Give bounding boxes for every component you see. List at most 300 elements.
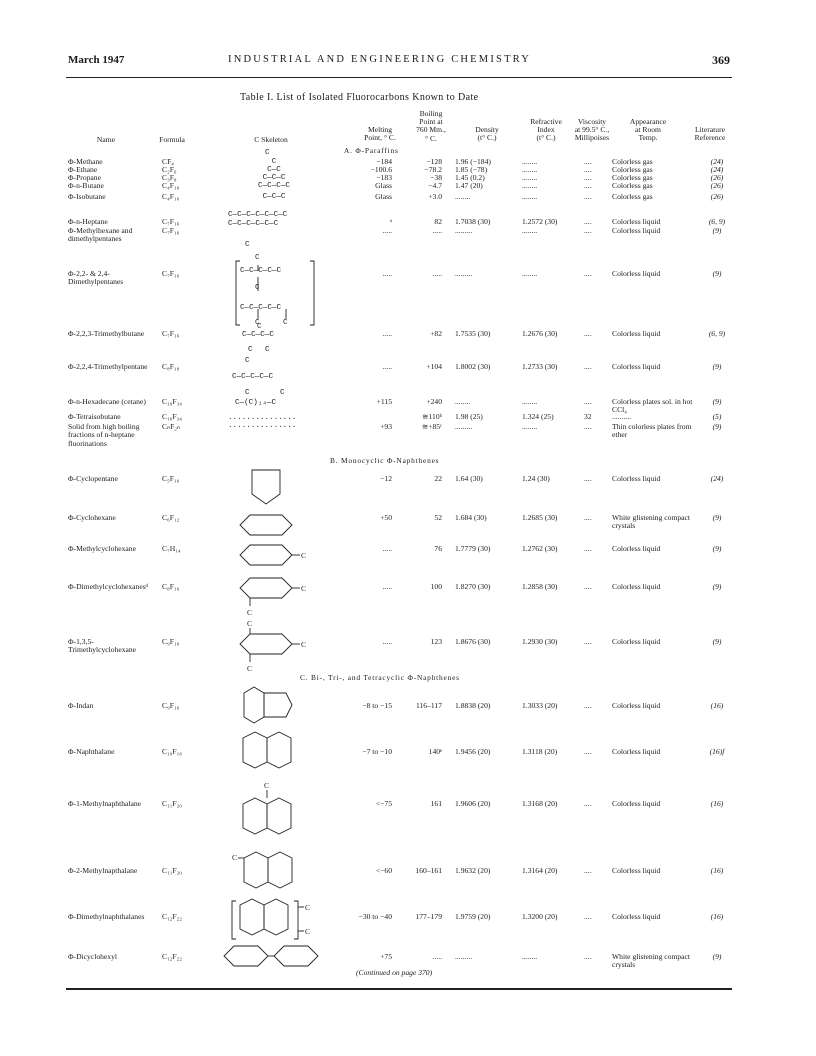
literature-reference: (6, 9) [708, 329, 726, 338]
density: 1.98 (25) [455, 412, 483, 421]
boiling-point: 123 [430, 637, 442, 646]
refractive-index: ........ [522, 173, 538, 182]
boiling-point: 52 [434, 513, 442, 522]
skeleton-tmb-branch1: C [248, 346, 253, 354]
literature-reference: (9) [712, 582, 722, 591]
literature-reference: (16) [710, 866, 724, 875]
appearance: Colorless gas [612, 165, 653, 174]
boiling-point: −128 [426, 157, 442, 166]
viscosity: .... [584, 226, 592, 235]
refractive-index: ........ [522, 952, 538, 961]
col-literature [686, 126, 734, 142]
compound-name: Φ-Isobutane [68, 192, 106, 201]
appearance: Colorless liquid [612, 217, 661, 226]
skeleton-dmp-a-branch: C [255, 284, 260, 292]
compound-formula: CₙF₂ₙ [162, 422, 180, 431]
melting-point: +115 [376, 397, 392, 406]
compound-name: Φ-Methylcyclohexane [68, 544, 136, 553]
skeleton-tmb-branch2: C [265, 346, 270, 354]
appearance: Colorless liquid [612, 226, 661, 235]
compound-formula: C₁₁F₂₀ [162, 866, 182, 875]
compound-formula: C₃F₈ [162, 173, 177, 182]
boiling-point: ≅+85ᶜ [421, 422, 442, 431]
appearance: Colorless gas [612, 173, 653, 182]
viscosity: .... [584, 474, 592, 483]
refractive-index: 1.2858 (30) [522, 582, 558, 591]
col-density-line2: (t° C.) [477, 133, 497, 143]
viscosity: .... [584, 582, 592, 591]
appearance: Colorless liquid [612, 912, 661, 921]
refractive-index: 1.3118 (20) [522, 747, 558, 756]
compound-name: Φ-Methylhexane and dimethylpentanes [68, 226, 133, 244]
compound-formula: C₉F₁₆ [162, 701, 180, 710]
compound-formula: C₇F₁₆ [162, 217, 180, 226]
boiling-point: +3.0 [428, 192, 442, 201]
boiling-point: +82 [430, 329, 442, 338]
compound-formula: C₅F₁₀ [162, 474, 180, 483]
compound-formula: C₉F₁₈ [162, 637, 180, 646]
compound-formula: CF₄ [162, 157, 174, 166]
compound-name: Φ-n-Butane [68, 181, 104, 190]
skeleton-dmp-b-branch1: C [255, 319, 260, 327]
refractive-index: 1.2733 (30) [522, 362, 558, 371]
boiling-point: ..... [432, 226, 442, 235]
literature-reference: (9) [712, 226, 722, 235]
compound-name: Φ-2,2,3-Trimethylbutane [68, 329, 145, 338]
refractive-index: ........ [522, 181, 538, 190]
boiling-point: 160–161 [415, 866, 442, 875]
viscosity: .... [584, 866, 592, 875]
skeleton-indan [242, 685, 302, 735]
compound-name: Φ-Cyclopentane [68, 474, 118, 483]
refractive-index: ........ [522, 422, 538, 431]
skeleton-dmp-b: C—C—C—C—C [240, 304, 282, 312]
col-lit-line2: Reference [694, 133, 726, 143]
footer-rule [66, 988, 732, 990]
density: 1.45 (0.2) [455, 173, 485, 182]
compound-name: Φ-n-Hexadecane (cetane) [68, 397, 146, 406]
melting-point: ..... [382, 582, 392, 591]
skeleton-methylcyclohexane [240, 543, 320, 573]
boiling-point: 161 [430, 799, 442, 808]
melting-point: <−60 [375, 866, 392, 875]
viscosity: .... [584, 747, 592, 756]
compound-name: Φ-Methane [68, 157, 103, 166]
refractive-index: 1.2676 (30) [522, 329, 558, 338]
col-ri-line1: Refractive [530, 117, 562, 126]
melting-point: ..... [382, 637, 392, 646]
compound-formula: C₁₁F₂₀ [162, 799, 182, 808]
density: 1.7535 (30) [455, 329, 491, 338]
skeleton-solid: ............... [228, 422, 297, 430]
appearance: Colorless liquid [612, 362, 661, 371]
literature-reference: (9) [712, 513, 722, 522]
viscosity: .... [584, 637, 592, 646]
compound-name: Φ-2,2- & 2,4-Dimethylpentanes [68, 269, 124, 287]
viscosity: .... [584, 329, 592, 338]
svg-text:C: C [232, 853, 238, 862]
compound-formula: C₂F₆ [162, 165, 177, 174]
melting-point: ..... [382, 362, 392, 371]
melting-point: <−75 [375, 799, 392, 808]
col-app-line2: at Room [635, 125, 661, 135]
svg-text:C: C [305, 927, 311, 936]
skeleton-tmp-branch1: C [245, 389, 250, 397]
col-ri-line3: (t° C.) [536, 133, 556, 143]
literature-reference: (9) [712, 397, 722, 406]
col-formula: Formula [159, 135, 185, 144]
appearance: Colorless liquid [612, 866, 661, 875]
appearance: Colorless liquid [612, 747, 661, 756]
appearance: Colorless liquid [612, 582, 661, 591]
compound-formula: C₁₆F₃₄ [162, 397, 182, 406]
appearance: Colorless gas [612, 157, 653, 166]
skeleton-dmp-top-branch: C [255, 254, 260, 262]
compound-formula: C₇H₁₄ [162, 544, 181, 553]
density: ........ [455, 192, 471, 201]
refractive-index: 1.3033 (20) [522, 701, 558, 710]
refractive-index: 1.3200 (20) [522, 912, 558, 921]
skeleton-methane-branch: C [265, 149, 270, 157]
skeleton-dicyclohexyl [224, 944, 324, 972]
skeleton-tmp-branch2: C [280, 389, 285, 397]
melting-point: ..... [382, 269, 392, 278]
skeleton-cetane: C—(C)₁₄—C [235, 399, 277, 407]
melting-point: +93 [380, 422, 392, 431]
literature-reference: (16)f [709, 747, 725, 756]
appearance: White glistening compact crystals [612, 952, 691, 970]
skeleton-dimethylcyclohexane [240, 576, 320, 618]
melting-point: −7 to −10 [362, 747, 392, 756]
literature-reference: (16) [710, 799, 724, 808]
col-bp [404, 110, 458, 143]
density: ......... [455, 422, 473, 431]
col-visc-line3: Millipoises [574, 133, 610, 143]
refractive-index: ........ [522, 226, 538, 235]
density: ......... [455, 952, 473, 961]
skeleton-naphthalane [243, 730, 303, 780]
compound-formula: C₁₂F₂₂ [162, 952, 182, 961]
melting-point: −8 to −15 [362, 701, 392, 710]
boiling-point: +240 [426, 397, 442, 406]
col-density-line1: Density [475, 125, 499, 134]
viscosity: .... [584, 181, 592, 190]
melting-point: ..... [382, 544, 392, 553]
refractive-index: 1.3164 (20) [522, 866, 558, 875]
skeleton-methylhexane-branch: C [245, 241, 250, 249]
col-mp-line1: Melting [367, 125, 393, 134]
compound-name: Φ-Dimethylnaphthalanes [68, 912, 145, 921]
viscosity: .... [584, 912, 592, 921]
boiling-point: 76 [434, 544, 442, 553]
skeleton-cyclohexane [240, 513, 300, 543]
col-visc [564, 118, 620, 143]
literature-reference: (6, 9) [708, 217, 726, 226]
journal-title: INDUSTRIAL AND ENGINEERING CHEMISTRY [228, 54, 532, 65]
header-rule [66, 77, 732, 78]
boiling-point: −38 [430, 173, 442, 182]
appearance: Colorless liquid [612, 269, 661, 278]
compound-name: Φ-Dimethylcyclohexanesᵈ [68, 582, 149, 591]
density: 1.85 (−78) [455, 165, 488, 174]
skeleton-dmp-brackets [236, 259, 316, 329]
svg-text:C: C [264, 781, 270, 790]
density: 1.8676 (30) [455, 637, 491, 646]
viscosity: .... [584, 269, 592, 278]
compound-formula: C₆F₁₂ [162, 513, 180, 522]
melting-point: ..... [382, 329, 392, 338]
compound-skeleton: C—C [267, 166, 281, 174]
boiling-point: 177–179 [415, 912, 442, 921]
literature-reference: (16) [710, 701, 724, 710]
compound-formula: C₁₀F₁₈ [162, 747, 182, 756]
literature-reference: (5) [712, 412, 722, 421]
appearance: Colorless gas [612, 192, 653, 201]
skeleton-cyclopentane [250, 468, 290, 508]
viscosity: .... [584, 157, 592, 166]
refractive-index: ........ [522, 157, 538, 166]
refractive-index: ........ [522, 192, 538, 201]
compound-name: Φ-1,3,5-Trimethylcyclohexane [68, 637, 137, 655]
compound-formula: C₁₂F₂₂ [162, 912, 182, 921]
table-title: Table I. List of Isolated Fluorocarbons Known to Date [240, 92, 479, 103]
col-skeleton: C Skeleton [254, 135, 288, 144]
appearance: Colorless gas [612, 181, 653, 190]
compound-name: Φ-Dicyclohexyl [68, 952, 117, 961]
viscosity: .... [584, 362, 592, 371]
skeleton-tmp-top: C [245, 357, 250, 365]
issue-date: March 1947 [68, 54, 125, 66]
density: 1.8270 (30) [455, 582, 491, 591]
col-density [462, 126, 512, 142]
melting-point: −183 [376, 173, 392, 182]
compound-skeleton: C—C—C [262, 193, 286, 201]
boiling-point: 100 [430, 582, 442, 591]
compound-name: Φ-Tetraisobutane [68, 412, 121, 421]
compound-name: Φ-n-Heptane [68, 217, 108, 226]
boiling-point: −4.7 [428, 181, 442, 190]
compound-formula: C₇F₁₆ [162, 269, 180, 278]
svg-text:C: C [301, 551, 307, 560]
svg-text:C: C [247, 608, 253, 617]
col-bp-line4: ° C. [425, 133, 437, 143]
melting-point: Glass [375, 181, 392, 190]
col-bp-line1: Boiling [419, 109, 443, 118]
density: ......... [455, 269, 473, 278]
refractive-index: 1.2762 (30) [522, 544, 558, 553]
appearance: Colorless liquid [612, 701, 661, 710]
page-number: 369 [712, 53, 730, 67]
refractive-index: 1.3168 (20) [522, 799, 558, 808]
compound-formula: C₇F₁₆ [162, 329, 180, 338]
compound-name: Φ-1-Methylnaphthalane [68, 799, 142, 808]
skeleton-dmp-b-branch2: C [283, 319, 288, 327]
col-visc-line2: at 99.5° C., [574, 125, 610, 135]
compound-formula: C₄F₁₀ [162, 192, 180, 201]
skeleton-dimethylnaphthalanes [230, 895, 320, 947]
viscosity: .... [584, 422, 592, 431]
literature-reference: (9) [712, 952, 722, 961]
section-b-title: B. Monocyclic Φ-Naphthenes [330, 456, 440, 465]
density: 1.47 (20) [455, 181, 483, 190]
melting-point: +50 [380, 513, 392, 522]
appearance: Colorless plates sol. in hot CCl₄ [612, 397, 693, 415]
col-bp-line3: 760 Mm., [416, 125, 446, 135]
density: ......... [455, 226, 473, 235]
density: 1.9606 (20) [455, 799, 491, 808]
col-app-line1: Appearance [629, 117, 667, 126]
boiling-point: 140ᵉ [428, 747, 442, 756]
col-mp [358, 126, 402, 142]
appearance: Colorless liquid [612, 799, 661, 808]
density: 1.8002 (30) [455, 362, 491, 371]
compound-name: Solid from high boiling fractions of n-heptane fluorinations [68, 422, 140, 448]
viscosity: .... [584, 173, 592, 182]
density: 1.9759 (20) [455, 912, 491, 921]
compound-name: Φ-Naphthalane [68, 747, 115, 756]
compound-formula: C₁₆F₃₄ [162, 412, 182, 421]
boiling-point: 82 [434, 217, 442, 226]
viscosity: 32 [584, 412, 592, 421]
refractive-index: ........ [522, 165, 538, 174]
density: 1.8838 (20) [455, 701, 491, 710]
appearance: Colorless liquid [612, 637, 661, 646]
density: 1.64 (30) [455, 474, 483, 483]
melting-point: −100.6 [370, 165, 392, 174]
literature-reference: (16) [710, 912, 724, 921]
compound-formula: C₇F₁₆ [162, 226, 180, 235]
literature-reference: (26) [710, 192, 724, 201]
viscosity: .... [584, 952, 592, 961]
boiling-point: ≅110ᵇ [422, 412, 442, 421]
viscosity: .... [584, 513, 592, 522]
col-mp-line2: Point, ° C. [364, 133, 396, 143]
density: 1.684 (30) [455, 513, 487, 522]
literature-reference: (9) [712, 422, 722, 431]
viscosity: .... [584, 192, 592, 201]
compound-name: Φ-Ethane [68, 165, 98, 174]
melting-point: −12 [380, 474, 392, 483]
appearance: .......... [612, 412, 631, 421]
col-visc-line1: Viscosity [577, 117, 607, 126]
skeleton-1-methylnaphthalane [243, 780, 303, 848]
melting-point: −184 [376, 157, 392, 166]
viscosity: .... [584, 544, 592, 553]
col-ri-line2: Index [537, 125, 555, 135]
literature-reference: (26) [710, 173, 724, 182]
appearance: Colorless liquid [612, 329, 661, 338]
compound-name: Φ-Cyclohexane [68, 513, 116, 522]
section-c-title: C. Bi-, Tri-, and Tetracyclic Φ-Naphthenes [300, 673, 460, 682]
section-a-title: A. Φ-Paraffins [344, 146, 399, 155]
appearance: Colorless liquid [612, 544, 661, 553]
literature-reference: (24) [710, 165, 724, 174]
melting-point: ..... [382, 226, 392, 235]
literature-reference: (9) [712, 269, 722, 278]
compound-formula: C₈F₁₈ [162, 362, 180, 371]
svg-text:C: C [247, 664, 253, 673]
literature-reference: (9) [712, 362, 722, 371]
boiling-point: +104 [426, 362, 442, 371]
refractive-index: 1.24 (30) [522, 474, 550, 483]
compound-formula: C₄F₁₀ [162, 181, 180, 190]
skeleton-tmb-top: C [257, 323, 262, 331]
compound-skeleton: C—C—C [262, 174, 286, 182]
col-lit-line1: Literature [695, 125, 725, 134]
compound-name: Φ-Propane [68, 173, 101, 182]
viscosity: .... [584, 217, 592, 226]
skeleton-trimethylcyclohexane [240, 618, 320, 674]
literature-reference: (24) [710, 157, 724, 166]
literature-reference: (26) [710, 181, 724, 190]
col-bp-line2: Point at [419, 117, 443, 127]
skeleton-heptane: C—C—C—C—C—C—C [228, 211, 288, 219]
compound-skeleton: C [271, 158, 277, 166]
skeleton-2-methylnaphthalane [232, 848, 302, 900]
melting-point: Glass [375, 192, 392, 201]
literature-reference: (24) [710, 474, 724, 483]
skeleton-methylhexane: C—C—C—C—C—C [228, 220, 279, 228]
compound-skeleton: C—C—C—C [258, 182, 290, 190]
density: 1.9632 (20) [455, 866, 491, 875]
compound-name: Φ-2-Methylnapthalane [68, 866, 138, 875]
density: 1.7779 (30) [455, 544, 491, 553]
boiling-point: 116–117 [415, 701, 442, 710]
compound-name: Φ-2,2,4-Trimethylpentane [68, 362, 148, 371]
svg-text:C: C [301, 584, 307, 593]
literature-reference: (9) [712, 544, 722, 553]
col-app-line3: Temp. [638, 133, 658, 143]
viscosity: .... [584, 799, 592, 808]
skeleton-tmp-main: C—C—C—C—C [232, 373, 274, 381]
boiling-point: ..... [432, 269, 442, 278]
viscosity: .... [584, 701, 592, 710]
svg-text:C: C [305, 903, 311, 912]
continued-note: (Continued on page 370) [356, 968, 433, 977]
refractive-index: 1.2685 (30) [522, 513, 558, 522]
melting-point: −30 to −40 [358, 912, 392, 921]
skeleton-tmb-main: C—C—C—C [242, 331, 274, 339]
skeleton-dmp-a: C—C—C—C—C [240, 267, 282, 275]
density: 1.96 (−184) [455, 157, 491, 166]
compound-name: Φ-Indan [68, 701, 94, 710]
col-appearance [618, 118, 678, 143]
literature-reference: (9) [712, 637, 722, 646]
col-name: Name [96, 135, 116, 144]
boiling-point: −78.2 [424, 165, 442, 174]
appearance: White glistening compact crystals [612, 513, 691, 531]
appearance: Thin colorless plates from ether [612, 422, 692, 440]
refractive-index: ........ [522, 397, 538, 406]
svg-text:C: C [301, 640, 307, 649]
density: 1.7038 (30) [455, 217, 491, 226]
compound-formula: C₈F₁₆ [162, 582, 180, 591]
appearance: Colorless liquid [612, 474, 661, 483]
melting-point: ᵃ [389, 217, 392, 226]
skeleton-tetraisobutane: ............... [228, 414, 297, 422]
boiling-point: 22 [434, 474, 442, 483]
svg-text:C: C [247, 619, 253, 628]
refractive-index: 1.2930 (30) [522, 637, 558, 646]
density: 1.9456 (20) [455, 747, 491, 756]
boiling-point: ..... [432, 952, 442, 961]
viscosity: .... [584, 397, 592, 406]
density: ........ [455, 397, 471, 406]
melting-point: +75 [380, 952, 392, 961]
refractive-index: 1.2572 (30) [522, 217, 558, 226]
refractive-index: ........ [522, 269, 538, 278]
refractive-index: 1.324 (25) [522, 412, 554, 421]
